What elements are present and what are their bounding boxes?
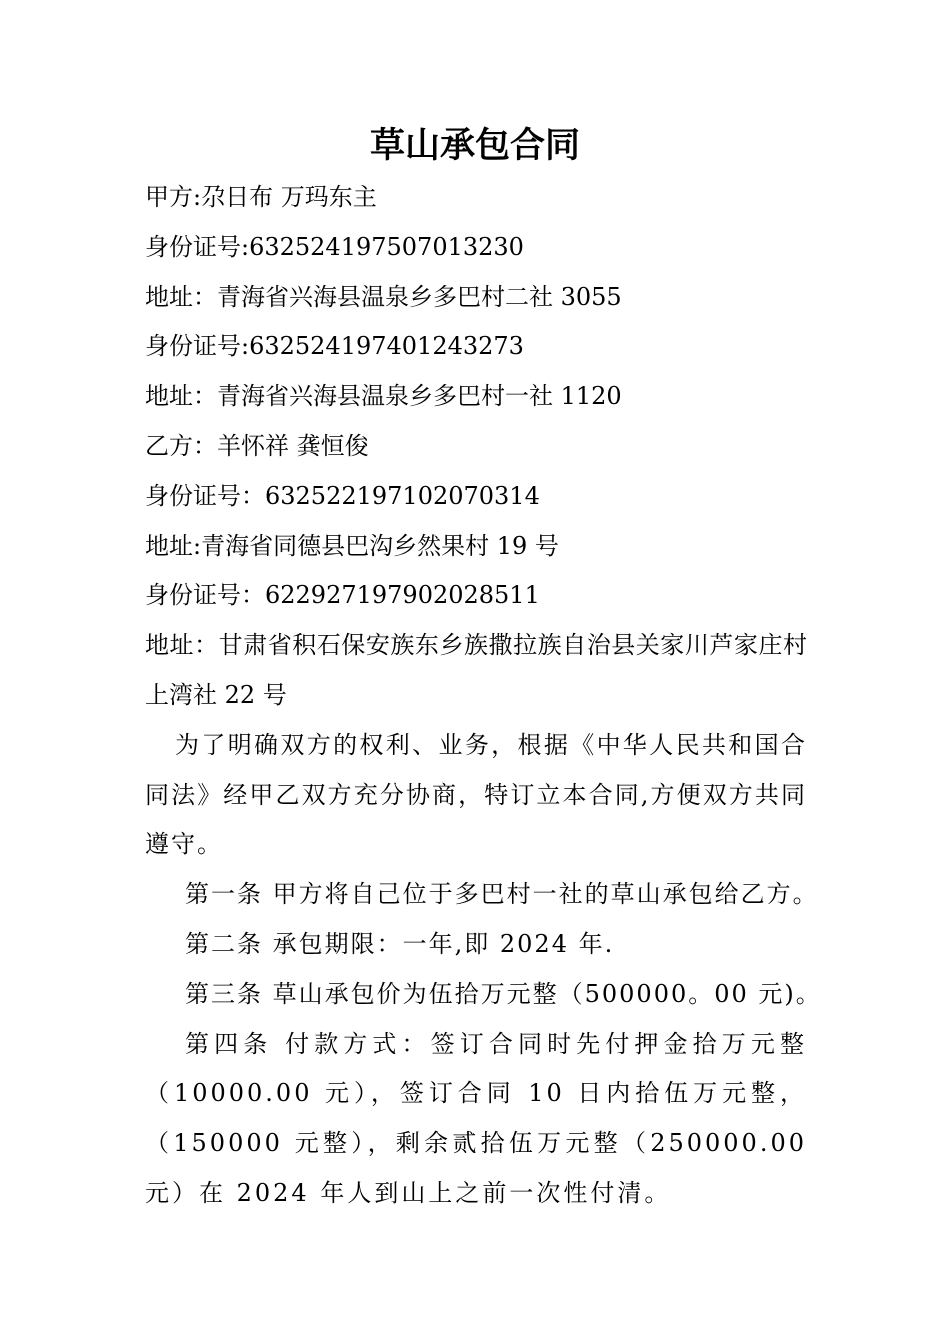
party-b-line: 乙方：羊怀祥 龚恒俊 bbox=[145, 431, 369, 460]
article-4: 第四条 付款方式：签订合同时先付押金拾万元整（10000.00 元），签订合同 10 日内拾伍万元整，（150000 元整），剩余贰拾伍万元整（250000.00 元）在 2024 年人到山上之前一次性付清。 bbox=[145, 1029, 807, 1207]
party-a-id-1: 身份证号:632524197507013230 bbox=[145, 232, 524, 261]
party-b-id-2: 身份证号：622927197902028511 bbox=[145, 581, 540, 610]
preamble-paragraph: 为了明确双方的权利、业务，根据《中华人民共和国合同法》经甲乙双方充分协商，特订立本合同,方便双方共同遵守。 bbox=[145, 730, 807, 859]
party-a-line: 甲方:尕日布 万玛东主 bbox=[145, 183, 377, 211]
party-b-id-1: 身份证号：632522197102070314 bbox=[145, 481, 540, 510]
party-a-address-1: 地址：青海省兴海县温泉乡多巴村二社 3055 bbox=[145, 282, 622, 311]
party-b-address-1: 地址:青海省同德县巴沟乡然果村 19 号 bbox=[145, 531, 559, 560]
article-1: 第一条 甲方将自己位于多巴村一社的草山承包给乙方。 bbox=[185, 880, 819, 909]
document-body bbox=[145, 173, 822, 1219]
party-a-id-2: 身份证号:632524197401243273 bbox=[145, 332, 524, 361]
party-b-address-2: 地址：甘肃省积石保安族东乡族撒拉族自治县关家川芦家庄村上湾社 22 号 bbox=[145, 631, 807, 709]
article-2: 第二条 承包期限：一年,即 2024 年. bbox=[185, 929, 615, 958]
document-title: 草山承包合同 bbox=[369, 125, 580, 166]
article-3: 第三条 草山承包价为伍拾万元整（500000。00 元)。 bbox=[185, 979, 822, 1008]
party-a-address-2: 地址：青海省兴海县温泉乡多巴村一社 1120 bbox=[145, 382, 622, 411]
